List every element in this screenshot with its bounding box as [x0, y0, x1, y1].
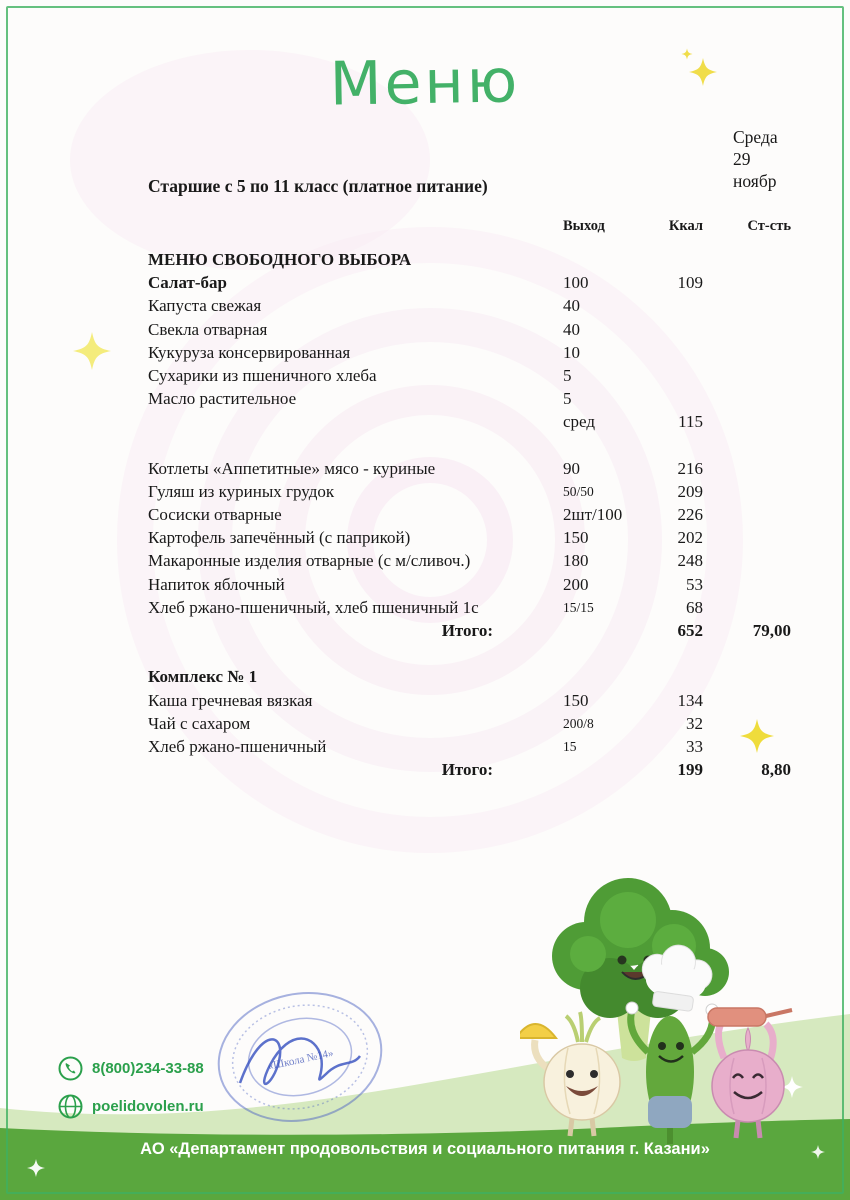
cost-value [703, 410, 791, 433]
column-spacer [148, 218, 563, 235]
phone-row [58, 1056, 204, 1081]
dish-name: Сухарики из пшеничного хлеба [148, 365, 377, 385]
menu-item-row [148, 457, 791, 480]
portion-value: 150 [563, 528, 589, 548]
cost-value [703, 665, 791, 688]
total-row [148, 758, 791, 781]
date-block [733, 126, 778, 192]
menu-item-row [148, 596, 791, 619]
menu-item-row [148, 364, 791, 387]
portion-value [563, 619, 643, 642]
portion-value: 90 [563, 458, 580, 478]
menu-item-row [148, 410, 791, 433]
date-month: ноябр [733, 171, 777, 191]
cost-value: 8,80 [761, 760, 791, 780]
portion-value: 2шт/100 [563, 505, 623, 525]
kcal-value: 248 [677, 551, 703, 571]
portion-value [563, 248, 643, 271]
portion-value: 100 [563, 273, 589, 293]
cost-value [703, 271, 791, 294]
kcal-value: 33 [686, 736, 703, 756]
portion-value: 200 [563, 574, 589, 594]
kcal-value: 32 [686, 713, 703, 733]
dish-name: Комплекс № 1 [148, 667, 258, 687]
kcal-value: 68 [686, 597, 703, 617]
red-onion-character [708, 1008, 792, 1138]
kcal-value [643, 318, 703, 341]
dish-name: Свекла отварная [148, 319, 268, 339]
kcal-value: 652 [677, 621, 703, 640]
dish-name [148, 410, 563, 433]
menu-item-row [148, 735, 791, 758]
spacer-row [148, 642, 791, 665]
portion-value: 5 [563, 389, 572, 409]
kcal-value [643, 665, 703, 688]
footer-organization: АО «Департамент продовольствия и социального питания г. Казани» [140, 1140, 710, 1158]
kcal-value: 226 [677, 505, 703, 525]
portion-value [563, 758, 643, 781]
menu-item-row [148, 271, 791, 294]
cost-value [703, 387, 791, 410]
dish-name: Картофель запечённый (с паприкой) [148, 528, 411, 548]
kcal-value: 216 [677, 458, 703, 478]
cost-value [703, 248, 791, 271]
total-row [148, 619, 791, 642]
cost-value [703, 294, 791, 317]
menu-item-row [148, 294, 791, 317]
dish-name: Капуста свежая [148, 296, 262, 316]
menu-item-row [148, 318, 791, 341]
total-label: Итого: [441, 621, 493, 640]
cost-value: 79,00 [752, 621, 791, 640]
menu-subtitle: Старшие с 5 по 11 класс (платное питание) [148, 176, 488, 196]
kcal-value [643, 341, 703, 364]
stamp-text: «Школа №14» [266, 1047, 335, 1073]
phone-icon [58, 1056, 83, 1081]
kcal-value [643, 294, 703, 317]
menu-item-row [148, 341, 791, 364]
cost-value [703, 341, 791, 364]
dish-name: Кукуруза консервированная [148, 342, 351, 362]
dish-name: Хлеб ржано-пшеничный, хлеб пшеничный 1с [148, 597, 479, 617]
dish-name: Макаронные изделия отварные (с м/сливоч.) [148, 551, 471, 571]
menu-item-row [148, 387, 791, 410]
portion-value: 10 [563, 342, 580, 362]
cost-value [703, 364, 791, 387]
table-column-headers [148, 218, 791, 235]
menu-item-row [148, 526, 791, 549]
menu-item-row [148, 480, 791, 503]
kcal-value [643, 364, 703, 387]
stamp-and-signature [200, 985, 400, 1135]
column-header-kcal: Ккал [668, 218, 703, 234]
total-label: Итого: [441, 760, 493, 780]
portion-value: 50/50 [563, 483, 594, 499]
portion-value: 180 [563, 551, 589, 571]
cost-value [703, 689, 791, 712]
portion-value: сред [563, 412, 596, 432]
cost-value [703, 503, 791, 526]
portion-value [563, 665, 643, 688]
portion-value: 40 [563, 319, 580, 339]
round-stamp-icon [207, 985, 394, 1135]
section-title-row [148, 248, 791, 271]
menu-item-row [148, 712, 791, 735]
dish-name: Масло растительное [148, 389, 297, 409]
menu-table [148, 248, 791, 781]
cost-value [703, 318, 791, 341]
dish-name: Сосиски отварные [148, 505, 282, 525]
date-day: 29 [733, 149, 751, 169]
cost-value [703, 596, 791, 619]
dish-name: Гуляш из куриных грудок [148, 481, 335, 501]
menu-item-row [148, 573, 791, 596]
portion-value: 200/8 [563, 715, 594, 731]
kcal-value: 209 [677, 481, 703, 501]
dish-name: Каша гречневая вязкая [148, 690, 313, 710]
kcal-value: 202 [677, 528, 703, 548]
phone-number: 8(800)234-33-88 [92, 1060, 204, 1077]
vegetables-illustration [520, 860, 820, 1150]
kcal-value: 109 [677, 273, 703, 293]
cost-value [703, 549, 791, 572]
portion-value: 15 [563, 738, 577, 754]
cost-value [703, 526, 791, 549]
onion-character [520, 1012, 620, 1136]
frying-pan-icon [708, 1008, 766, 1026]
cost-value [703, 480, 791, 503]
dish-name: Напиток яблочный [148, 574, 285, 594]
dish-name: Котлеты «Аппетитные» мясо - куриные [148, 458, 436, 478]
portion-value: 40 [563, 296, 580, 316]
dish-name: Салат-бар [148, 273, 227, 293]
website-url: poelidovolen.ru [92, 1098, 204, 1115]
kcal-value: 134 [677, 690, 703, 710]
kcal-value [643, 248, 703, 271]
cost-value [703, 712, 791, 735]
kcal-value: 53 [686, 574, 703, 594]
portion-value: 150 [563, 690, 589, 710]
contact-block [58, 1056, 204, 1132]
date-weekday: Среда [733, 127, 778, 147]
dish-name: Чай с сахаром [148, 713, 251, 733]
kcal-value: 115 [678, 412, 703, 432]
dish-name: МЕНЮ СВОБОДНОГО ВЫБОРА [148, 250, 412, 269]
dish-name: Хлеб ржано-пшеничный [148, 736, 327, 756]
page-title: Меню [329, 46, 521, 120]
cost-value [703, 457, 791, 480]
column-header-out: Выход [563, 218, 605, 234]
globe-icon [58, 1094, 83, 1119]
cost-value [703, 573, 791, 596]
menu-item-row [148, 689, 791, 712]
section-title-row [148, 665, 791, 688]
menu-item-row [148, 549, 791, 572]
column-header-cost: Ст-сть [747, 218, 791, 234]
cost-value [703, 735, 791, 758]
spacer-row [148, 434, 791, 457]
portion-value: 5 [563, 365, 572, 385]
menu-item-row [148, 503, 791, 526]
kcal-value [643, 387, 703, 410]
portion-value: 15/15 [563, 599, 594, 615]
kcal-value: 199 [677, 760, 703, 780]
website-row [58, 1094, 204, 1119]
